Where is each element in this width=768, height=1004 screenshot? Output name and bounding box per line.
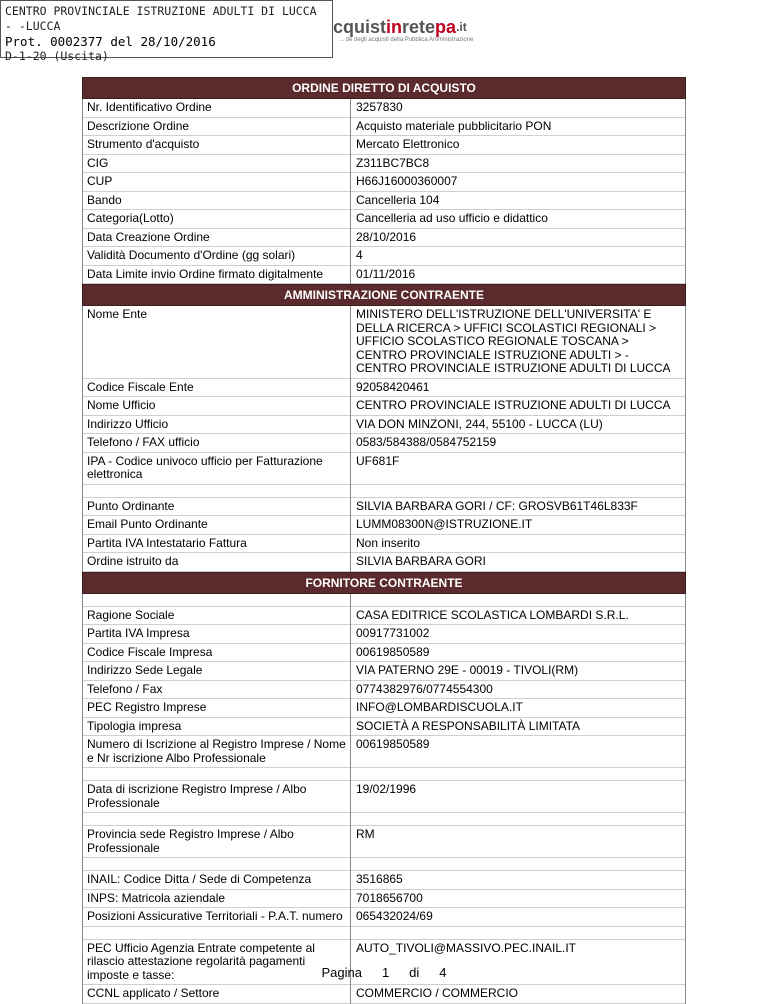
field-label: Strumento d'acquisto <box>83 136 351 155</box>
section-table <box>82 594 686 1004</box>
order-document <box>82 77 686 1004</box>
field-value: CENTRO PROVINCIALE ISTRUZIONE ADULTI DI LUCCA <box>351 397 686 416</box>
field-value: 3257830 <box>351 99 686 117</box>
field-row <box>83 826 686 858</box>
field-label: Telefono / FAX ufficio <box>83 434 351 453</box>
field-value: LUMM08300N@ISTRUZIONE.IT <box>351 516 686 535</box>
field-row <box>83 247 686 266</box>
field-row <box>83 265 686 284</box>
field-value: 01/11/2016 <box>351 265 686 284</box>
field-row <box>83 210 686 229</box>
field-row <box>83 781 686 813</box>
field-label: Punto Ordinante <box>83 497 351 516</box>
protocol-stamp <box>0 0 333 63</box>
field-label: Partita IVA Impresa <box>83 625 351 644</box>
acquistinretepa-logo <box>333 18 473 48</box>
section-header: ORDINE DIRETTO DI ACQUISTO <box>82 77 686 99</box>
field-value: SOCIETÀ A RESPONSABILITÀ LIMITATA <box>351 717 686 736</box>
field-value: COMMERCIO / COMMERCIO <box>351 985 686 1004</box>
section-table <box>82 99 686 284</box>
field-value: 065432024/69 <box>351 908 686 927</box>
field-label: Provincia sede Registro Imprese / Albo Professionale <box>83 826 351 858</box>
field-value: 0583/584388/0584752159 <box>351 434 686 453</box>
field-value: INFO@LOMBARDISCUOLA.IT <box>351 699 686 718</box>
logo-tagline: ... de degli acquisti della Pubblica Amministrazione <box>339 37 474 43</box>
field-label: Data Creazione Ordine <box>83 228 351 247</box>
field-value: Acquisto materiale pubblicitario PON <box>351 117 686 136</box>
field-row <box>83 889 686 908</box>
field-value: UF681F <box>351 452 686 484</box>
field-label: PEC Ufficio Agenzia Entrate competente al rilascio attestazione regolarità pagamenti imposte e tasse: <box>83 939 351 985</box>
field-value: SILVIA BARBARA GORI / CF: GROSVB61T46L833F <box>351 497 686 516</box>
field-row <box>83 452 686 484</box>
field-value: Non inserito <box>351 534 686 553</box>
field-row <box>83 662 686 681</box>
field-row <box>83 173 686 192</box>
field-value: 19/02/1996 <box>351 781 686 813</box>
field-row <box>83 378 686 397</box>
field-row <box>83 553 686 572</box>
field-label: Ordine istruito da <box>83 553 351 572</box>
spacer-row <box>83 813 686 826</box>
field-value: H66J16000360007 <box>351 173 686 192</box>
field-row <box>83 606 686 625</box>
field-label: CIG <box>83 154 351 173</box>
field-label: IPA - Codice univoco ufficio per Fatturazione elettronica <box>83 452 351 484</box>
field-value: 0774382976/0774554300 <box>351 680 686 699</box>
field-value: 3516865 <box>351 871 686 890</box>
page-label: Pagina <box>321 965 362 980</box>
field-label: Data di iscrizione Registro Imprese / Albo Professionale <box>83 781 351 813</box>
field-row <box>83 191 686 210</box>
field-label: Bando <box>83 191 351 210</box>
field-row <box>83 117 686 136</box>
field-value: 92058420461 <box>351 378 686 397</box>
field-value: RM <box>351 826 686 858</box>
field-label: Nome Ufficio <box>83 397 351 416</box>
logo-in: in <box>386 17 403 37</box>
field-label: CUP <box>83 173 351 192</box>
field-label: Codice Fiscale Ente <box>83 378 351 397</box>
field-label: Data Limite invio Ordine firmato digitalmente <box>83 265 351 284</box>
field-label: Nome Ente <box>83 306 351 378</box>
field-value: Mercato Elettronico <box>351 136 686 155</box>
field-label: Nr. Identificativo Ordine <box>83 99 351 117</box>
field-label: Partita IVA Intestatario Fattura <box>83 534 351 553</box>
field-label: Descrizione Ordine <box>83 117 351 136</box>
field-label: Telefono / Fax <box>83 680 351 699</box>
field-value: 28/10/2016 <box>351 228 686 247</box>
field-value: CASA EDITRICE SCOLASTICA LOMBARDI S.R.L. <box>351 606 686 625</box>
spacer-row <box>83 858 686 871</box>
field-value: Z311BC7BC8 <box>351 154 686 173</box>
logo-prefix: cquist <box>333 17 387 37</box>
page-total: 4 <box>439 965 447 980</box>
field-row <box>83 871 686 890</box>
stamp-line-office: CENTRO PROVINCIALE ISTRUZIONE ADULTI DI LUCCA - -LUCCA <box>5 4 317 33</box>
field-value: 7018656700 <box>351 889 686 908</box>
logo-tld: .it <box>456 20 467 34</box>
field-value: 00619850589 <box>351 643 686 662</box>
logo-wordmark <box>333 18 473 36</box>
field-value: 00917731002 <box>351 625 686 644</box>
spacer-row <box>83 484 686 497</box>
field-row <box>83 397 686 416</box>
field-value: VIA PATERNO 29E - 00019 - TIVOLI(RM) <box>351 662 686 681</box>
section-table <box>82 306 686 572</box>
field-row <box>83 736 686 768</box>
field-label: Tipologia impresa <box>83 717 351 736</box>
field-row <box>83 434 686 453</box>
page-of-label: di <box>409 965 420 980</box>
field-value: 4 <box>351 247 686 266</box>
field-row <box>83 99 686 117</box>
stamp-line-code: D-1-20 (Uscita) <box>5 49 109 63</box>
field-label: INAIL: Codice Ditta / Sede di Competenza <box>83 871 351 890</box>
field-label: Numero di Iscrizione al Registro Imprese / Nome e Nr iscrizione Albo Professionale <box>83 736 351 768</box>
field-value: Cancelleria 104 <box>351 191 686 210</box>
field-row <box>83 680 686 699</box>
field-row <box>83 717 686 736</box>
spacer-row <box>83 926 686 939</box>
section-header: AMMINISTRAZIONE CONTRAENTE <box>82 284 686 306</box>
field-label: CCNL applicato / Settore <box>83 985 351 1004</box>
field-value: SILVIA BARBARA GORI <box>351 553 686 572</box>
field-value: MINISTERO DELL'ISTRUZIONE DELL'UNIVERSITA' E DELLA RICERCA > UFFICI SCOLASTICI REGIONALI > UFFICIO SCOLASTICO REGIONALE TOSCANA > CENTRO PROVINCIALE ISTRUZIONE ADULTI > - CENTRO PROVINCIALE ISTRUZIONE ADULTI DI LUCCA <box>351 306 686 378</box>
field-value: AUTO_TIVOLI@MASSIVO.PEC.INAIL.IT <box>351 939 686 985</box>
field-row <box>83 699 686 718</box>
field-row <box>83 136 686 155</box>
field-label: Categoria(Lotto) <box>83 210 351 229</box>
field-label: Validità Documento d'Ordine (gg solari) <box>83 247 351 266</box>
field-row <box>83 154 686 173</box>
logo-rete: rete <box>402 17 436 37</box>
field-value: 00619850589 <box>351 736 686 768</box>
field-row <box>83 643 686 662</box>
page-number: 1 <box>381 965 390 980</box>
field-label: PEC Registro Imprese <box>83 699 351 718</box>
field-value: VIA DON MINZONI, 244, 55100 - LUCCA (LU) <box>351 415 686 434</box>
spacer-row <box>83 768 686 781</box>
stamp-line-protocol: Prot. 0002377 del 28/10/2016 <box>5 34 216 49</box>
field-row <box>83 908 686 927</box>
field-value: Cancelleria ad uso ufficio e didattico <box>351 210 686 229</box>
field-row <box>83 415 686 434</box>
field-row <box>83 625 686 644</box>
section-header: FORNITORE CONTRAENTE <box>82 572 686 594</box>
field-row <box>83 497 686 516</box>
field-row <box>83 516 686 535</box>
field-label: Posizioni Assicurative Territoriali - P.A.T. numero <box>83 908 351 927</box>
field-label: Ragione Sociale <box>83 606 351 625</box>
field-label: INPS: Matricola aziendale <box>83 889 351 908</box>
field-label: Indirizzo Sede Legale <box>83 662 351 681</box>
field-row <box>83 228 686 247</box>
field-row <box>83 306 686 378</box>
page-footer <box>0 965 768 980</box>
field-label: Email Punto Ordinante <box>83 516 351 535</box>
field-label: Codice Fiscale Impresa <box>83 643 351 662</box>
spacer-row <box>83 594 686 607</box>
field-row <box>83 534 686 553</box>
field-label: Indirizzo Ufficio <box>83 415 351 434</box>
logo-pa: pa <box>435 17 457 37</box>
